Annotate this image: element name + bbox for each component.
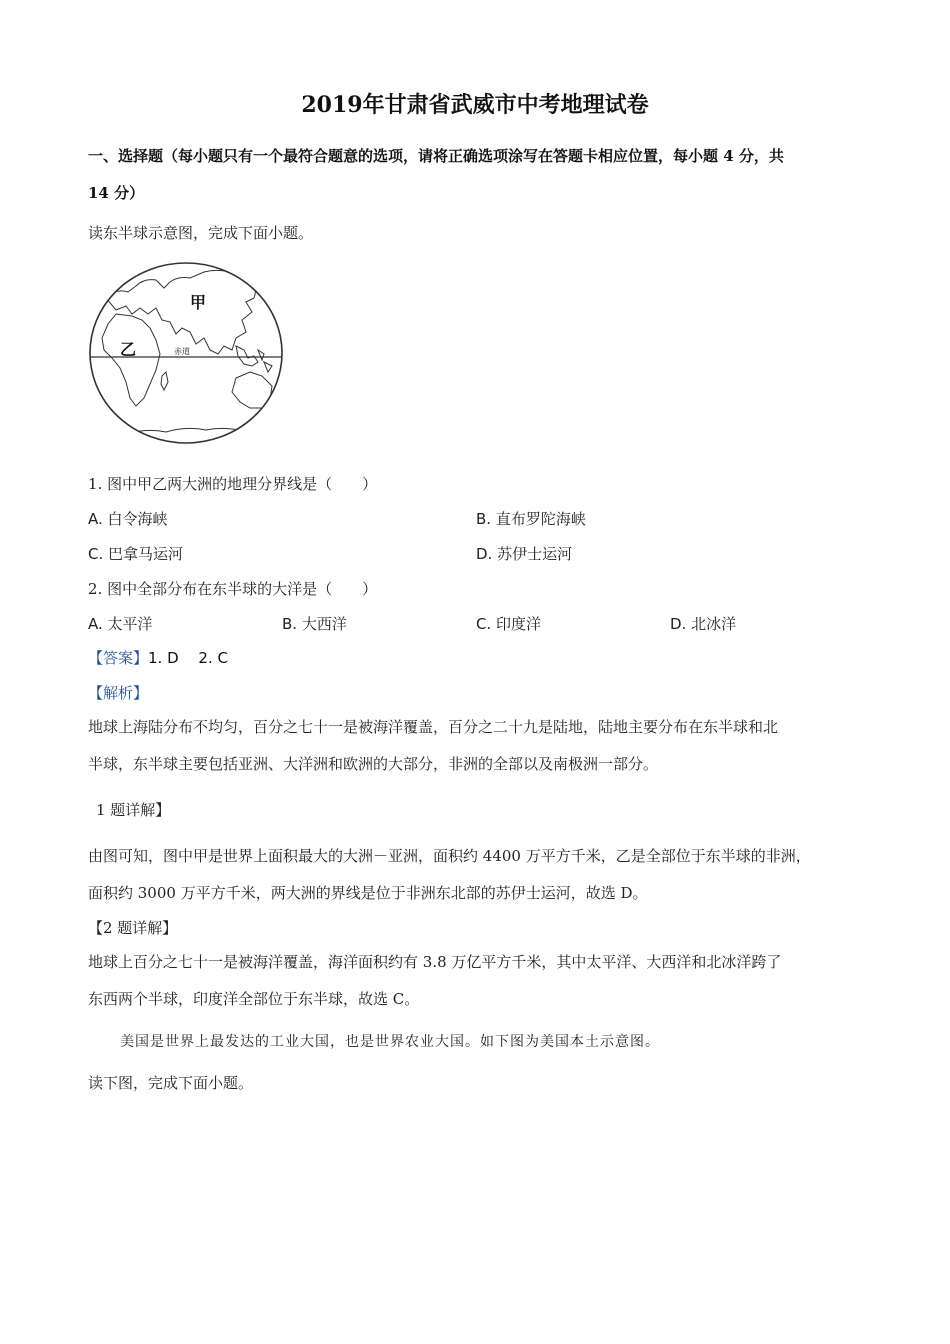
section-heading-line1: 一、选择题（每小题只有一个最符合题意的选项，请将正确选项涂写在答题卡相应位置，每小题 4 分，共	[88, 147, 784, 165]
question-2-stem: 2. 图中全部分布在东半球的大洋是（ ）	[88, 580, 378, 598]
option-text: 苏伊士运河	[497, 545, 573, 563]
eastern-hemisphere-map	[86, 258, 286, 448]
detail-1-line2: 面积约 3000 万平方千米，两大洲的界线是位于非洲东北部的苏伊士运河，故选 D。	[88, 884, 648, 902]
answer-value: 1. D 2. C	[148, 649, 228, 667]
analysis-line2: 半球，东半球主要包括亚洲、大洋洲和欧洲的大部分，非洲的全部以及南极洲一部分。	[88, 755, 659, 773]
intro-text-3: 读下图，完成下面小题。	[88, 1074, 254, 1092]
label-equator: 赤道	[174, 347, 190, 356]
option-text: 大西洋	[301, 615, 347, 633]
analysis-line1: 地球上海陆分布不均匀，百分之七十一是被海洋覆盖，百分之二十九是陆地，陆地主要分布在东半球和北	[88, 718, 779, 736]
analysis-label: 【解析】	[88, 684, 149, 702]
question-1-option-d	[476, 543, 572, 564]
question-2-option-d	[670, 613, 736, 634]
question-2-option-c	[476, 613, 541, 634]
question-1-option-b	[476, 508, 586, 529]
option-letter: D.	[670, 615, 687, 633]
option-text: 太平洋	[107, 615, 153, 633]
question-2-option-b	[282, 613, 347, 634]
question-1-stem: 1. 图中甲乙两大洲的地理分界线是（ ）	[88, 475, 378, 493]
label-yi: 乙	[120, 340, 137, 359]
option-text: 北冰洋	[691, 615, 737, 633]
question-1-option-c	[88, 543, 183, 564]
option-letter: A.	[88, 615, 103, 633]
answer-label: 【答案】	[88, 649, 149, 667]
question-2-option-a	[88, 613, 153, 634]
detail-2-heading: 【2 题详解】	[88, 919, 178, 937]
option-text: 印度洋	[496, 615, 542, 633]
page-title: 2019年甘肃省武威市中考地理试卷	[301, 92, 649, 118]
option-text: 白令海峡	[107, 510, 168, 528]
intro-text-1: 读东半球示意图，完成下面小题。	[88, 224, 314, 242]
intro-text-2: 美国是世界上最发达的工业大国，也是世界农业大国。如下图为美国本土示意图。	[120, 1034, 660, 1050]
label-jia: 甲	[190, 293, 207, 312]
detail-2-line2: 东西两个半球，印度洋全部位于东半球，故选 C。	[88, 990, 420, 1008]
option-letter: D.	[476, 545, 493, 563]
section-heading-line2: 14 分）	[88, 184, 145, 202]
detail-2-line1: 地球上百分之七十一是被海洋覆盖，海洋面积约有 3.8 万亿平方千米，其中太平洋、大西洋和北冰洋跨了	[88, 953, 782, 971]
option-letter: C.	[88, 545, 104, 563]
option-letter: C.	[476, 615, 492, 633]
option-text: 巴拿马运河	[108, 545, 184, 563]
detail-1-heading: 1 题详解】	[96, 801, 171, 819]
option-text: 直布罗陀海峡	[495, 510, 586, 528]
option-letter: B.	[476, 510, 492, 528]
answer-line	[88, 647, 228, 668]
question-1-option-a	[88, 508, 168, 529]
option-letter: B.	[282, 615, 298, 633]
option-letter: A.	[88, 510, 103, 528]
detail-1-line1: 由图可知，图中甲是世界上面积最大的大洲－亚洲，面积约 4400 万平方千米，乙是全部位于东半球的非洲，	[88, 847, 811, 865]
